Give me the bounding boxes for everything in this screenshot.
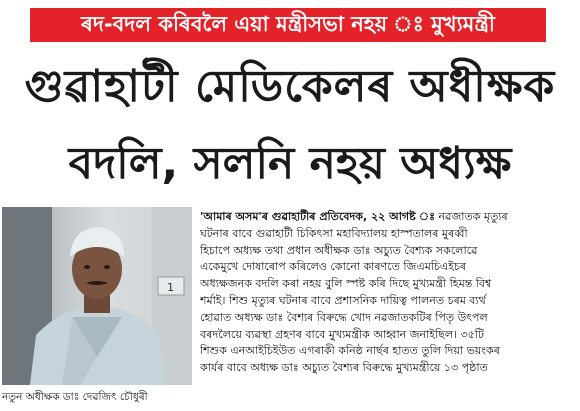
headline-line-1: গুৱাহাটী মেডিকেলৰ অধীক্ষক <box>24 61 556 112</box>
article-line: শৰ্মাই। শিশু মৃত্যুৰ ঘটনাৰ বাবে প্ৰশাসনিক দায়িত্ব পালনত চৰম ব্যৰ্থ <box>200 293 486 307</box>
article-body <box>200 209 576 377</box>
photo-caption: নতুন অধীক্ষক ডাঃ দেৱজিৎ চৌধুৰী <box>2 391 148 403</box>
portrait-illustration <box>2 207 192 385</box>
article-line: একেমুখে দোষাৰোপ কৰিলেও কোনো কাৰণতে জিএমচিএইচৰ <box>200 260 467 274</box>
kicker-text: ৰদ-বদল কৰিবলৈ এয়া মন্ত্ৰীসভা নহয় ঃ মুখ্যমন্ত্ৰী <box>81 11 495 36</box>
article-continuation-line: কাৰ্যৰ বাবে অধ্যক্ষ ডাঃ অচ্যুত বৈশ্যৰ বিৰুদ্ধে মুখ্যমন্ত্ৰীয়ে ১৩ পৃষ্ঠাত <box>200 361 488 375</box>
kicker-banner <box>30 8 546 42</box>
article-dateline: 'আমাৰ অসম'ৰ গুৱাহাটীৰ প্ৰতিবেদক, ২২ আগষ্ট ঃ <box>200 210 435 223</box>
article-first-line <box>200 209 576 226</box>
article-line: হিচাপে অধ্যক্ষ তথা প্ৰধান অধীক্ষক ডাঃ অচ্যুত বৈশ্যক সকলোৱে <box>200 243 478 257</box>
portrait-photo <box>2 207 192 385</box>
headline-line-2: বদলি, সলনি নহয় অধ্যক্ষ <box>68 138 512 189</box>
panel-number: 1 <box>167 281 174 294</box>
article-line: অধ্যক্ষজনক বদলি কৰা নহয় বুলি স্পষ্ট কৰি দিছে মুখ্যমন্ত্ৰী হিমন্ত বিশ্ব <box>200 277 492 291</box>
article-line: শিশুক এনআইচিইউত এগৰাকী কনিষ্ঠ নাৰ্ছৰ হাতত তুলি দিয়া ভয়ংকৰ <box>200 344 500 358</box>
article-line: ঘটনাৰ বাবে গুৱাহাটী চিকিৎসা মহাবিদ্যালয় হাস্পতালৰ মুৰব্বী <box>200 226 468 240</box>
article-line: হোৱাত অধ্যক্ষ ডাঃ বৈশ্যৰ বিৰুদ্ধে খোদ নৱজাতকটিৰ পিতৃ উৎপল <box>200 310 488 324</box>
article-line: নৱজাতক মৃত্যুৰ <box>438 210 508 223</box>
article-line: বৰদলৈয়ে ব্যৱস্থা গ্ৰহণৰ বাবে মুখ্যমন্ত্ৰীক আহ্বান জনাইছিল। ৩৫টি <box>200 327 484 341</box>
